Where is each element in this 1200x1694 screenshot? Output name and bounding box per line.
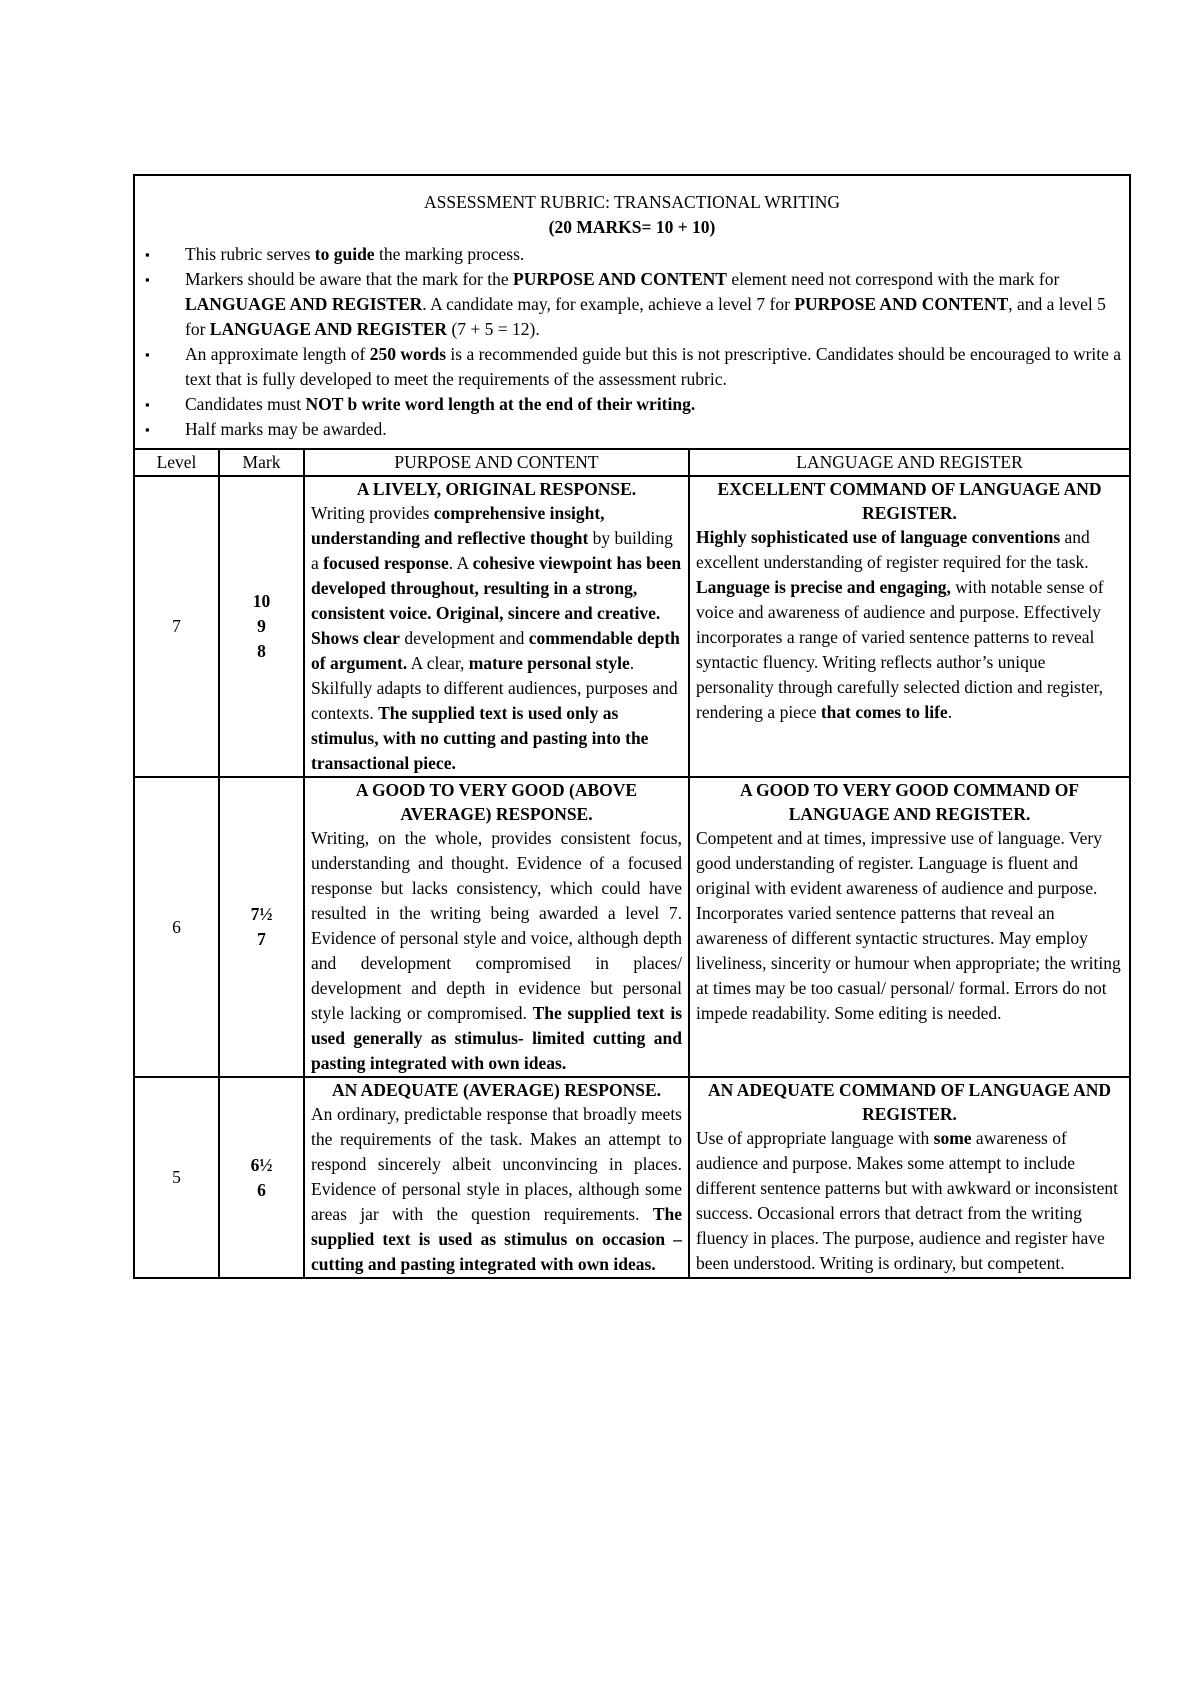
text-run: Writing provides — [311, 503, 434, 523]
bullet-icon: ▪ — [145, 347, 150, 362]
column-header-row — [134, 449, 1130, 476]
text-run: awareness of audience and purpose. Makes some attempt to include different sentence patterns but with awkward or inconsistent success. Occasional errors that detract from the writing fluency in places. The purpose, audience and register have been understood. Writing is ordinary, but competent. — [696, 1128, 1118, 1273]
text-run: with notable sense of voice and awareness of audience and purpose. Effectively incorporates a range of varied sentence patterns to reveal syntactic fluency. Writing reflects author’s unique personality through carefully selected diction and register, rendering a piece — [696, 577, 1104, 722]
rubric-title: ASSESSMENT RUBRIC: TRANSACTIONAL WRITING — [424, 192, 841, 212]
language-description — [696, 826, 1123, 1026]
bold-text: LANGUAGE AND REGISTER — [185, 294, 423, 314]
guideline-item — [145, 242, 1123, 267]
text-run: by building a — [311, 528, 673, 573]
guideline-item — [145, 342, 1123, 392]
purpose-content-cell — [304, 1077, 689, 1278]
bold-text: that comes to life — [820, 702, 948, 722]
text-run: . A — [448, 553, 473, 573]
mark-cell — [219, 1077, 304, 1278]
level-row — [134, 777, 1130, 1077]
level-row — [134, 476, 1130, 777]
level-cell: 5 — [134, 1077, 219, 1278]
purpose-content-cell — [304, 777, 689, 1077]
text-run: (7 + 5 = 12). — [447, 319, 540, 339]
language-heading: EXCELLENT COMMAND OF LANGUAGE AND REGISTER. — [717, 479, 1102, 523]
mark-value: 7½ — [250, 904, 273, 924]
purpose-heading: A LIVELY, ORIGINAL RESPONSE. — [356, 479, 637, 499]
text-run: and excellent understanding of register required for the task. — [696, 527, 1090, 572]
text-run: Competent and at times, impressive use of language. Very good understanding of register. Language is fluent and original with evident awareness of audience and purpose. Incorporates varied sentence patterns that reveal an awareness of different syntactic structures. May employ liveliness, sincerity or humour when appropriate; the writing at times may be too casual/ personal/ formal. Errors do not impede readability. Some editing is needed. — [696, 828, 1121, 1023]
mark-value: 6½ — [250, 1154, 273, 1175]
text-run: Candidates must — [185, 394, 306, 414]
level-cell: 6 — [134, 777, 219, 1077]
rubric-subtitle: (20 MARKS= 10 + 10) — [548, 217, 716, 237]
language-register-cell — [689, 1077, 1130, 1278]
bold-text: The supplied text is used as stimulus on occasion – cutting and pasting integrated with own ideas. — [311, 1204, 682, 1274]
text-run: . A candidate may, for example, achieve a level 7 for — [422, 294, 795, 314]
bold-text: PURPOSE AND CONTENT — [794, 294, 1009, 314]
language-heading: A GOOD TO VERY GOOD COMMAND OF LANGUAGE AND REGISTER. — [740, 780, 1080, 824]
mark-value: 8 — [257, 641, 266, 661]
bullet-icon: ▪ — [145, 422, 150, 437]
bold-text: to guide — [314, 244, 375, 264]
col-purpose-header: PURPOSE AND CONTENT — [304, 449, 689, 476]
bold-text: The supplied text is used generally as stimulus- limited cutting and pasting integrated with own ideas. — [311, 1003, 683, 1073]
purpose-description — [311, 826, 682, 1076]
language-register-cell — [689, 777, 1130, 1077]
text-run: Markers should be aware that the mark for the — [185, 269, 514, 289]
text-run: is a recommended guide but this is not prescriptive. Candidates should be encouraged to write a text that is fully developed to meet the requirements of the assessment rubric. — [185, 344, 1122, 389]
mark-cell — [219, 476, 304, 777]
level-row — [134, 1077, 1130, 1278]
rubric-table — [133, 174, 1131, 1279]
bold-text: some — [933, 1128, 972, 1148]
bold-text: Language is precise and engaging, — [696, 577, 951, 597]
purpose-heading: A GOOD TO VERY GOOD (ABOVE AVERAGE) RESPONSE. — [355, 780, 638, 824]
text-run: Use of appropriate language with — [696, 1128, 934, 1148]
bold-text: commendable depth of argument. — [311, 628, 680, 673]
bold-text: 250 words — [369, 344, 447, 364]
text-run: . Skilfully adapts to different audiences, purposes and contexts. — [311, 653, 678, 723]
text-run: This rubric serves — [185, 244, 315, 264]
guideline-list — [141, 242, 1123, 442]
text-run: element need not correspond with the mark for — [726, 269, 1060, 289]
language-description — [696, 525, 1123, 725]
mark-value: 9 — [257, 616, 266, 636]
intro-row — [134, 175, 1130, 449]
bold-text: LANGUAGE AND REGISTER — [209, 319, 448, 339]
level-cell: 7 — [134, 476, 219, 777]
mark-cell — [219, 777, 304, 1077]
text-run: A clear, — [407, 653, 469, 673]
purpose-heading: AN ADEQUATE (AVERAGE) RESPONSE. — [332, 1080, 661, 1100]
bullet-icon: ▪ — [145, 272, 150, 287]
bold-text: cohesive viewpoint has been developed throughout, resulting in a strong, consistent voice. Original, sincere and creative. Shows clear — [311, 553, 682, 648]
bold-text: The supplied text is used only as stimulus, with no cutting and pasting into the transactional piece. — [311, 703, 649, 773]
bold-text: Highly sophisticated use of language conventions — [696, 527, 1061, 547]
text-run: Writing, on the whole, provides consistent focus, understanding and thought. Evidence of a focused response but lacks consistency, which could have resulted in the writing being awarded a level 7. Evidence of personal style and voice, although depth and development compromised in places/ development and depth in evidence but personal style lacking or compromised. — [311, 828, 682, 1023]
purpose-content-cell — [304, 476, 689, 777]
language-register-cell — [689, 476, 1130, 777]
bullet-icon: ▪ — [145, 397, 150, 412]
bold-text: PURPOSE AND CONTENT — [513, 269, 727, 289]
text-run: , and a level 5 for — [185, 294, 1106, 339]
purpose-description — [311, 501, 682, 776]
text-run: . — [947, 702, 953, 722]
text-run: An approximate length of — [185, 344, 370, 364]
mark-value: 6 — [257, 1179, 266, 1200]
text-run: development and — [399, 628, 529, 648]
intro-cell — [134, 175, 1130, 449]
text-run: the marking process. — [374, 244, 525, 264]
language-description — [696, 1126, 1123, 1276]
bullet-icon: ▪ — [145, 247, 150, 262]
rubric-rows — [134, 476, 1130, 1278]
col-level-header: Level — [134, 449, 219, 476]
bold-text: focused response — [323, 553, 449, 573]
bold-text: NOT b write word length at the end of their writing. — [305, 394, 696, 414]
language-heading: AN ADEQUATE COMMAND OF LANGUAGE AND REGISTER. — [708, 1080, 1112, 1124]
guideline-item — [145, 417, 1123, 442]
mark-value: 7 — [257, 929, 266, 949]
bold-text: comprehensive insight, understanding and reflective thought — [311, 503, 605, 548]
col-mark-header: Mark — [219, 449, 304, 476]
text-run: An ordinary, predictable response that broadly meets the requirements of the task. Makes an attempt to respond sincerely albeit unconvincing in places. Evidence of personal style in places, although some areas jar with the question requirements. — [311, 1104, 682, 1224]
purpose-description — [311, 1102, 682, 1277]
mark-value: 10 — [252, 591, 271, 611]
guideline-item — [145, 267, 1123, 342]
text-run: Half marks may be awarded. — [185, 419, 387, 439]
col-language-header: LANGUAGE AND REGISTER — [689, 449, 1130, 476]
bold-text: mature personal style — [468, 653, 630, 673]
guideline-item — [145, 392, 1123, 417]
